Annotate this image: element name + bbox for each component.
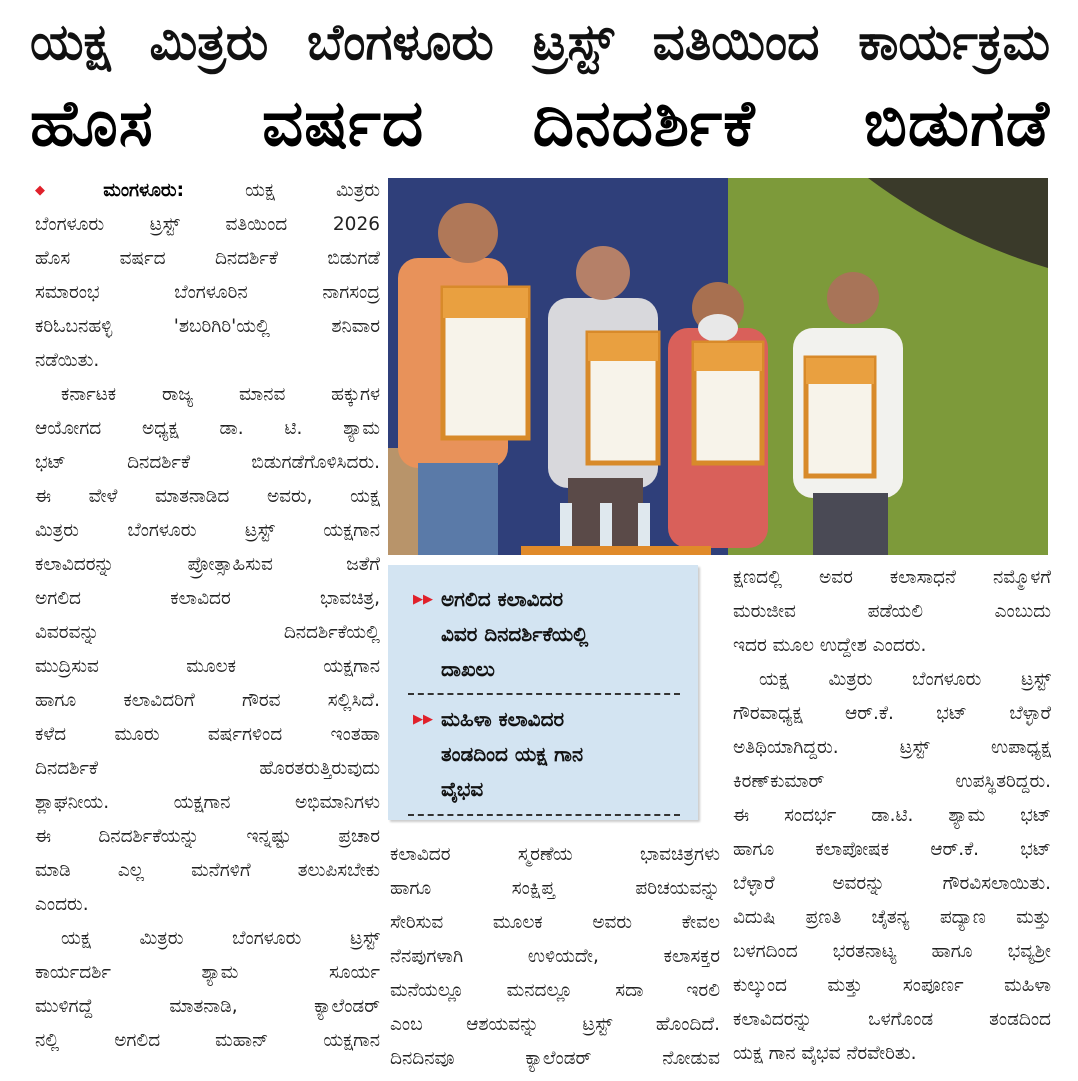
text-line: ಯಕ್ಷ ಗಾನ ವೈಭವ ನೆರವೇರಿತು. [733,1043,917,1064]
highlight-item: ▶▶ ಅಗಲಿದ ಕಲಾವಿದರ ವಿವರ ದಿನದರ್ಶಿಕೆಯಲ್ಲಿ ದಾಖಲು [413,582,683,687]
calendar-3 [694,343,762,463]
text-line: ಹಾಗೂ ಕಲಾವಿದರಿಗೆ ಗೌರವ ಸಲ್ಲಿಸಿದೆ. [35,690,380,711]
text-line: ಮುದ್ರಿಸುವ ಮೂಲಕ ಯಕ್ಷಗಾನ [35,656,380,677]
text-line: ದಿನದರ್ಶಿಕೆ ಹೊರತರುತ್ತಿರುವುದು [35,758,380,779]
text-line: ಈ ವೇಳೆ ಮಾತನಾಡಿದ ಅವರು, ಯಕ್ಷ [35,486,380,507]
double-arrow-icon: ▶▶ [413,712,433,727]
text-line: ಕುಲ್ಕುಂದ ಮತ್ತು ಸಂಪೂರ್ಣ ಮಹಿಳಾ [733,975,1051,996]
text-line: ಕ್ಷಣದಲ್ಲಿ ಅವರ ಕಲಾಸಾಧನೆ ನಮ್ಮೊಳಗೆ [733,567,1051,588]
text-line: ಕರಿಓಬನಹಳ್ಳಿ 'ಶಬರಿಗಿರಿ'ಯಲ್ಲಿ ಶನಿವಾರ [35,316,380,337]
text-line: ಎಂಬ ಆಶಯವನ್ನು ಟ್ರಸ್ಟ್ ಹೊಂದಿದೆ. [390,1014,720,1035]
text-line: ಇದರ ಮೂಲ ಉದ್ದೇಶ ಎಂದರು. [733,635,927,656]
text-line: ನಡೆಯಿತು. [35,350,100,371]
text-line: ಯಕ್ಷ ಮಿತ್ರರು ಬೆಂಗಳೂರು ಟ್ರಸ್ಟ್ [61,928,380,949]
event-photo [388,178,1048,555]
calendar-4 [806,358,874,476]
text-line: ಕಲಾವಿದರನ್ನು ಒಳಗೊಂಡ ತಂಡದಿಂದ [733,1009,1051,1030]
text-line: ಗೌರವಾಧ್ಯಕ್ಷ ಆರ್.ಕೆ. ಭಟ್ ಬೆಳ್ಳಾರೆ [733,703,1051,724]
text-line: ವಿದುಷಿ ಪ್ರಣತಿ ಚೈತನ್ಯ ಪದ್ಯಾಣ ಮತ್ತು [733,907,1051,928]
text-line: ದಿನದಿನವೂ ಕ್ಯಾಲೆಂಡರ್ ನೋಡುವ [390,1048,720,1069]
text-line: ಶ್ಲಾಘನೀಯ. ಯಕ್ಷಗಾನ ಅಭಿಮಾನಿಗಳು [35,792,380,813]
text-line: ಕರ್ನಾಟಕ ರಾಜ್ಯ ಮಾನವ ಹಕ್ಕುಗಳ [61,384,380,405]
text-line: ಈ ಸಂದರ್ಭ ಡಾ.ಟಿ. ಶ್ಯಾಮ ಭಟ್ [733,805,1051,826]
text-line: ಈ ದಿನದರ್ಶಿಕೆಯನ್ನು ಇನ್ನಷ್ಟು ಪ್ರಚಾರ [35,826,380,847]
article-column-1 [35,174,380,1058]
double-arrow-icon: ▶▶ [413,592,433,607]
text-line: ಹೊಸ ವರ್ಷದ ದಿನದರ್ಶಿಕೆ ಬಿಡುಗಡೆ [35,248,380,269]
text-line: ಕಿರಣ್‌ಕುಮಾರ್ ಉಪಸ್ಥಿತರಿದ್ದರು. [733,771,1051,792]
text-span: ಯಕ್ಷ ಮಿತ್ರರು [245,180,380,201]
divider [408,693,680,695]
article-column-2 [390,838,720,1076]
text-line: ಭಟ್ ದಿನದರ್ಶಿಕೆ ಬಿಡುಗಡೆಗೊಳಿಸಿದರು. [35,452,380,473]
text-line: ಬಳಗದಿಂದ ಭರತನಾಟ್ಯ ಹಾಗೂ ಭವ್ಯಶ್ರೀ [733,941,1051,962]
text-line: ಆಯೋಗದ ಅಧ್ಯಕ್ಷ ಡಾ. ಟಿ. ಶ್ಯಾಮ [35,418,380,439]
article-column-3 [733,561,1051,1071]
text-line: ನಲ್ಲಿ ಅಗಲಿದ ಮಹಾನ್ ಯಕ್ಷಗಾನ [35,1030,380,1051]
text-line: ಅತಿಥಿಯಾಗಿದ್ದರು. ಟ್ರಸ್ಟ್ ಉಪಾಧ್ಯಕ್ಷ [733,737,1051,758]
text-line: ಸಮಾರಂಭ ಬೆಂಗಳೂರಿನ ನಾಗಸಂದ್ರ [35,282,380,303]
dateline: ಮಂಗಳೂರು: [103,180,184,201]
text-line: ಮಾಡಿ ಎಲ್ಲ ಮನೆಗಳಿಗೆ ತಲುಪಿಸಬೇಕು [35,860,380,881]
text-line: ಎಂದರು. [35,894,89,915]
text-line: ಮುಳಿಗದ್ದೆ ಮಾತನಾಡಿ, ಕ್ಯಾಲೆಂಡರ್ [35,996,380,1017]
highlight-item: ▶▶ ಮಹಿಳಾ ಕಲಾವಿದರ ತಂಡದಿಂದ ಯಕ್ಷ ಗಾನ ವೈಭವ [413,702,683,807]
text-line: ಯಕ್ಷ ಮಿತ್ರರು ಬೆಂಗಳೂರು ಟ್ರಸ್ಟ್ [759,669,1051,690]
text-line: ಸೇರಿಸುವ ಮೂಲಕ ಅವರು ಕೇವಲ [390,912,720,933]
text-line: ಮನೆಯಲ್ಲೂ ಮನದಲ್ಲೂ ಸದಾ ಇರಲಿ [390,980,720,1001]
text-line: ಕಲಾವಿದರನ್ನು ಪ್ರೋತ್ಸಾಹಿಸುವ ಜತೆಗೆ [35,554,380,575]
calendar-2 [588,333,658,463]
calendar-1 [443,288,528,438]
main-headline: ಹೊಸ ವರ್ಷದ ದಿನದರ್ಶಿಕೆ ಬಿಡುಗಡೆ [30,87,1050,161]
text-line: ವಿವರವನ್ನು ದಿನದರ್ಶಿಕೆಯಲ್ಲಿ [35,622,380,643]
text-line: ಬೆಳ್ಳಾರೆ ಅವರನ್ನು ಗೌರವಿಸಲಾಯಿತು. [733,873,1051,894]
text-line: ಅಗಲಿದ ಕಲಾವಿದರ ಭಾವಚಿತ್ರ, [35,588,380,609]
text-line: ಕಳೆದ ಮೂರು ವರ್ಷಗಳಿಂದ ಇಂತಹಾ [35,724,380,745]
text-line: ಬೆಂಗಳೂರು ಟ್ರಸ್ಟ್ ವತಿಯಿಂದ 2026 [35,214,380,235]
text-line: ಹಾಗೂ ಸಂಕ್ಷಿಪ್ತ ಪರಿಚಯವನ್ನು [390,878,720,899]
text-line [35,174,380,208]
text-line: ಹಾಗೂ ಕಲಾಪೋಷಕ ಆರ್.ಕೆ. ಭಟ್ [733,839,1051,860]
kicker-headline: ಯಕ್ಷ ಮಿತ್ರರು ಬೆಂಗಳೂರು ಟ್ರಸ್ಟ್ ವತಿಯಿಂದ ಕಾರ್ಯಕ್ರಮ [30,13,1050,71]
divider [408,814,680,816]
text-line: ಮಿತ್ರರು ಬೆಂಗಳೂರು ಟ್ರಸ್ಟ್ ಯಕ್ಷಗಾನ [35,520,380,541]
text-line: ಕಾರ್ಯದರ್ಶಿ ಶ್ಯಾಮ ಸೂರ್ಯ [35,962,380,983]
text-line: ನೆನಪುಗಳಾಗಿ ಉಳಿಯದೇ, ಕಲಾಸಕ್ತರ [390,946,720,967]
text-line: ಕಲಾವಿದರ ಸ್ಮರಣೆಯ ಭಾವಚಿತ್ರಗಳು [390,844,720,865]
text-line: ಮರುಜೀವ ಪಡೆಯಲಿ ಎಂಬುದು [733,601,1051,622]
diamond-bullet-icon: ◆ [35,183,101,198]
highlights-box [388,565,698,820]
